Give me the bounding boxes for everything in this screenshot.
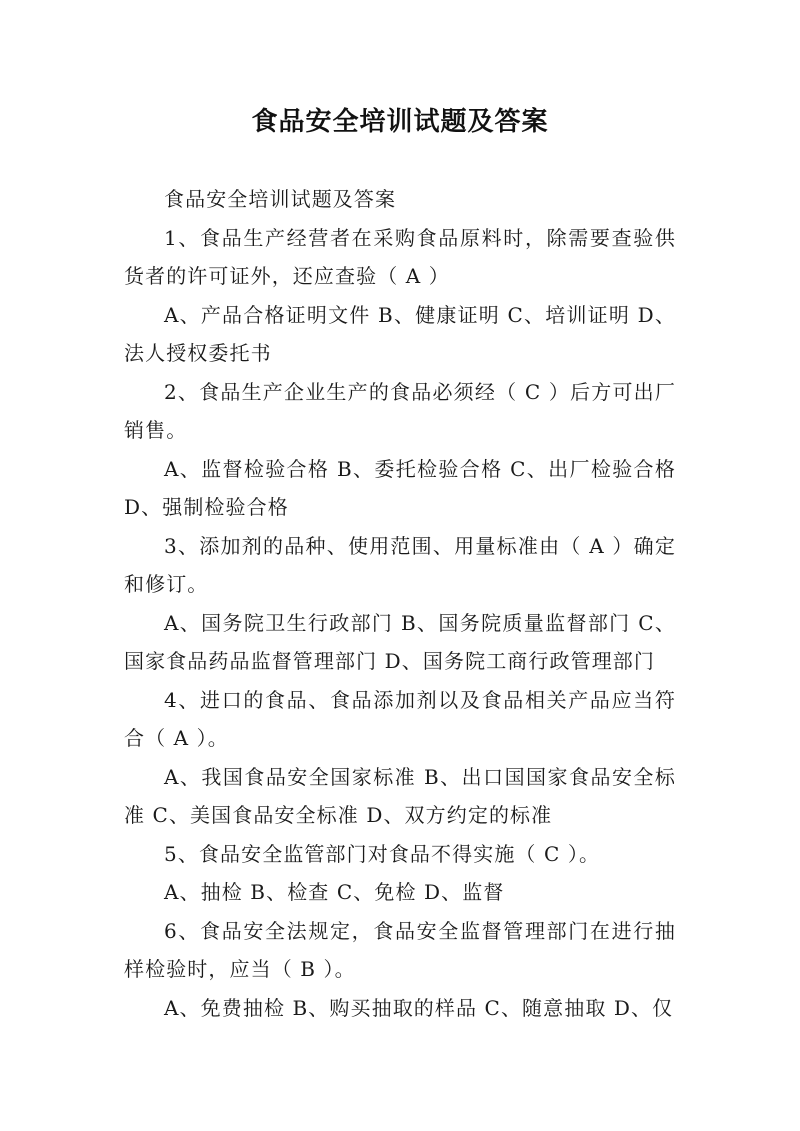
options-3: A、国务院卫生行政部门 B、国务院质量监督部门 C、国家食品药品监督管理部门 D、国务院工商行政管理部门 xyxy=(124,610,676,673)
question-1: 1、食品生产经营者在采购食品原料时，除需要查验供货者的许可证外，还应查验（ A ） xyxy=(124,225,676,288)
options-6: A、免费抽检 B、购买抽取的样品 C、随意抽取 D、仅 xyxy=(164,995,674,1020)
paragraph-subtitle: 食品安全培训试题及答案 xyxy=(164,187,397,211)
options-2: A、监督检验合格 B、委托检验合格 C、出厂检验合格 D、强制检验合格 xyxy=(124,456,676,519)
question-5: 5、食品安全监管部门对食品不得实施（ C ）。 xyxy=(164,841,601,866)
question-4: 4、进口的食品、食品添加剂以及食品相关产品应当符合（ A ）。 xyxy=(124,687,676,750)
question-2: 2、食品生产企业生产的食品必须经（ C ）后方可出厂销售。 xyxy=(124,379,676,442)
document-title: 食品安全培训试题及答案 xyxy=(251,107,549,137)
options-1: A、产品合格证明文件 B、健康证明 C、培训证明 D、法人授权委托书 xyxy=(124,302,676,365)
options-4: A、我国食品安全国家标准 B、出口国国家食品安全标准 C、美国食品安全标准 D、双方约定的标准 xyxy=(124,764,676,827)
document-body xyxy=(124,180,676,1027)
options-5: A、抽检 B、检查 C、免检 D、监督 xyxy=(164,880,505,904)
question-3: 3、添加剂的品种、使用范围、用量标准由（ A ）确定和修订。 xyxy=(124,533,676,596)
question-6: 6、食品安全法规定，食品安全监督管理部门在进行抽样检验时，应当（ B ）。 xyxy=(124,918,676,981)
